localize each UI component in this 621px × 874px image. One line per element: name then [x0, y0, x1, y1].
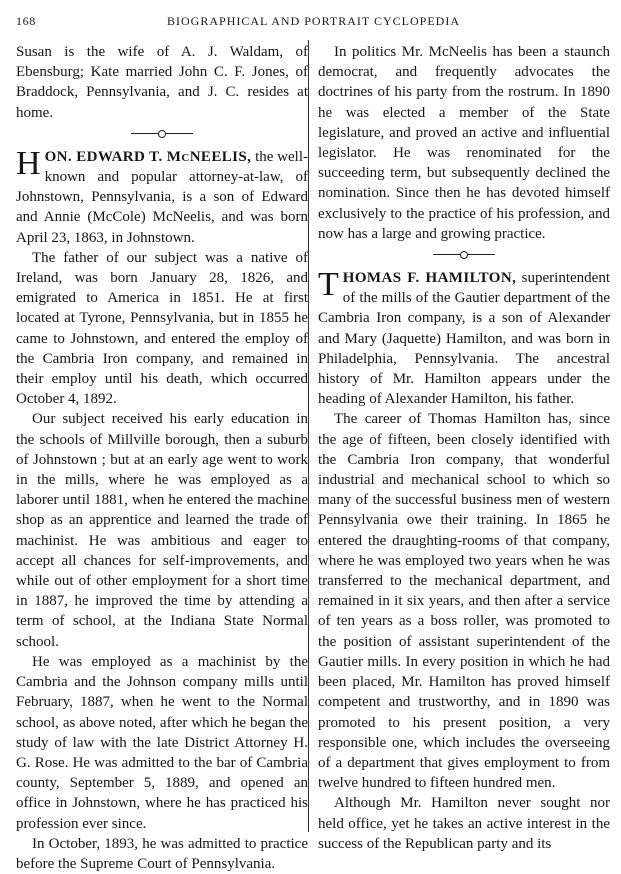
subject-name: HOMAS F. HAMILTON, — [342, 270, 517, 287]
section-ornament — [16, 125, 308, 143]
page-number: 168 — [16, 14, 36, 28]
hamilton-paragraph-3: Although Mr. Hamilton never sought nor held office, yet he takes an active interest in the success of the Republican party and its — [318, 795, 610, 852]
hamilton-paragraph-1 — [318, 268, 610, 409]
mcneelis-paragraph-4: He was employed as a machinist by the Cambria and the Johnson company mills until February, 1887, when he went to the Normal school, as above noted, after which he began the study of law with the late District Attorney H. G. Rose. He was admitted to the bar of Cambria county, September 5, 1889, and opened an office in Johnstown, where he has practiced his profession ever since. — [16, 653, 308, 832]
drop-cap: H — [16, 144, 41, 182]
left-column — [16, 42, 308, 874]
paragraph-text: superintendent of the mills of the Gautier department of the Cambria Iron company, is a son of Alexander and Mary (Jaquette) Hamilton, and was born in Philadelphia, Pennsylvania. The ancestral history of Mr. Hamilton appears under the heading of Alexander Hamilton, his father. — [318, 270, 610, 408]
mcneelis-paragraph-5: In October, 1893, he was admitted to practice before the Supreme Court of Pennsylvania. — [16, 835, 308, 872]
section-ornament — [318, 246, 610, 264]
drop-cap: T — [318, 266, 339, 304]
running-header — [16, 14, 611, 30]
hamilton-paragraph-2: The career of Thomas Hamilton has, since the age of fifteen, been closely identified with the Cambria Iron company, that wonderful industrial and mechanical school to which so many of the successful business men of western Pennsylvania owe their training. In 1865 he entered the draughting-rooms of that company, where he was employed two years when he was transferred to the mechanical department, and remained in it six years, and then after a service of ten years as a boss roller, was promoted to the position of assistant superintendent of the Gautier mills. In every position in which he had been placed, Mr. Hamilton has proved himself competent and trustworthy, and in 1890 was promoted to his present position, a very responsible one, which includes the overseeing of a department that gives employment to from twelve hundred to fifteen hundred men. — [318, 411, 610, 792]
paragraph-intro: Susan is the wife of A. J. Waldam, of Ebensburg; Kate married John C. F. Jones, of Braddock, Pennsylvania, and J. C. resides at home. — [16, 44, 308, 121]
running-title: BIOGRAPHICAL AND PORTRAIT CYCLOPEDIA — [167, 14, 460, 28]
subject-name: ON. EDWARD T. McNEELIS, — [44, 148, 252, 165]
mcneelis-paragraph-6: In politics Mr. McNeelis has been a staunch democrat, and frequently advocates the doctrines of his party from the rostrum. In 1890 he was elected a member of the State legislature, and proved an active and influential legislator. He was renominated for the succeeding term, but subsequently declined the nomination. Since then he has devoted himself exclusively to the practice of his profession, and now has a large and growing practice. — [318, 44, 610, 242]
mcneelis-paragraph-1 — [16, 144, 308, 248]
column-divider — [308, 40, 309, 832]
paragraph-text: the well-known and popular attorney-at-law, of Johnstown, Pennsylvania, is a son of Edward and Annie (McCole) McNeelis, and was born April 23, 1863, in Johnstown. — [16, 148, 308, 246]
mcneelis-paragraph-2: The father of our subject was a native of Ireland, was born January 28, 1826, and emigrated to America in 1851. He at first located at Tyrone, Pennsylvania, but in 1855 he came to Johnstown, and entered the employ of the Cambria Iron company, and remained in their employ until his death, which occurred October 4, 1892. — [16, 249, 308, 408]
right-column — [318, 42, 610, 854]
mcneelis-paragraph-3: Our subject received his early education in the schools of Millville borough, then a suburb of Johnstown ; but at an early age went to work in the mills, where he was employed as a laborer until 1881, when he entered the machine shop as an apprentice and learned the trade of machinist. He was ambitious and eager to accept all chances for self-improvements, and while out of other employment for a short time in 1887, he improved the time by attending a term of school, at the Indiana State Normal school. — [16, 411, 308, 650]
